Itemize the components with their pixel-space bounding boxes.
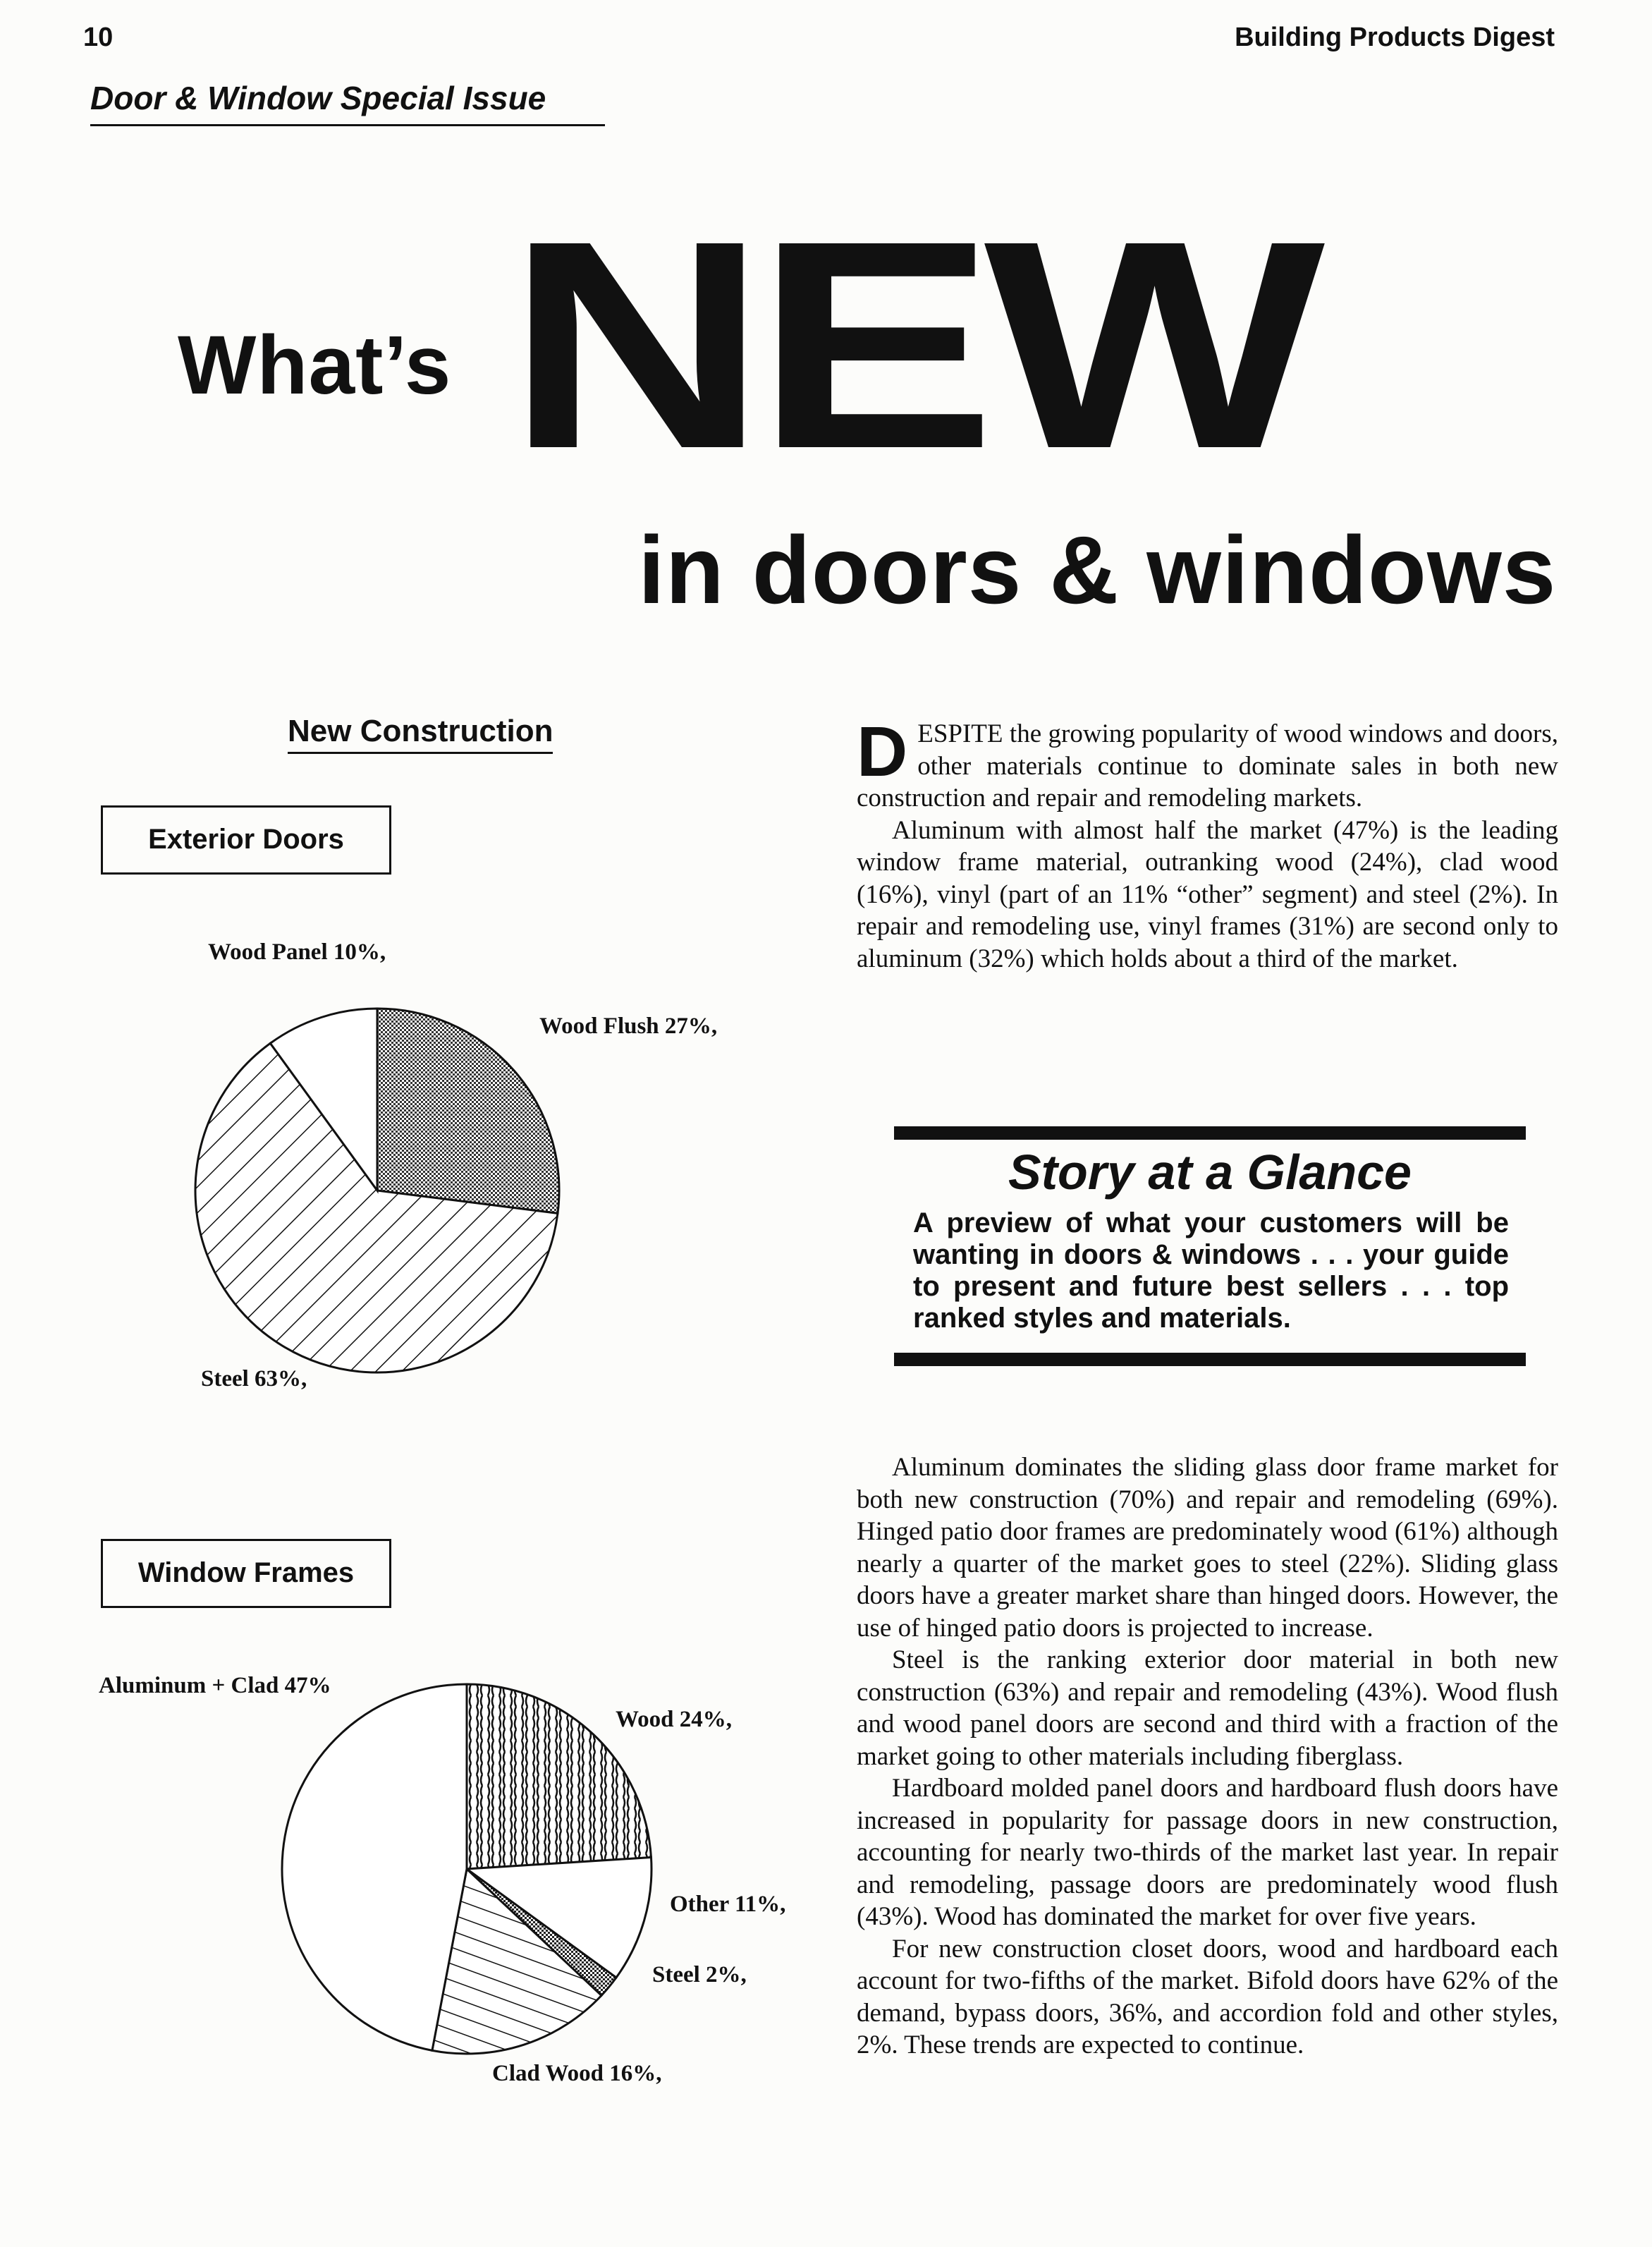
title-whats: What’s [178,319,452,412]
pie-label-steel: Steel 63%, [201,1366,307,1392]
pie-label-other: Other 11%, [670,1892,786,1917]
article-paragraph-3: Aluminum dominates the sliding glass door frame market for both new construction (70%) and repair and remodeling (69%). Hinged patio door frames are predominately wood (61%) although nearly a quarter of the market goes to steel (22%). Sliding glass doors have a greater market share than hinged doors. However, the use of hinged patio doors is projected to increase. [857,1453,1558,1643]
title-in-doors-windows: in doors & windows [638,516,1557,623]
exterior-doors-label: Exterior Doors [101,805,391,875]
glance-top-rule [894,1126,1526,1140]
article-intro [857,712,1558,975]
section-rule [90,124,605,126]
story-at-a-glance-title: Story at a Glance [1008,1145,1412,1200]
exterior-doors-pie-chart [0,917,811,1425]
title-new: NEW [506,180,1314,511]
pie-slice-wood-flush [377,1009,559,1213]
pie-label-wood-flush: Wood Flush 27%, [539,1013,718,1039]
pie-label-steel: Steel 2%, [652,1962,747,1987]
pie-label-wood: Wood 24%, [616,1707,733,1732]
article-paragraph-6: For new construction closet doors, wood and hardboard each account for two-fifths of the market. Bifold doors have 62% of the demand, bypass doors, 36%, and accordion fold and other styles, 2%. These trends are expected to continue. [857,1934,1558,2059]
article-paragraph-1: ESPITE the growing popularity of wood windows and doors, other materials continue to dominate sales in both new construction and repair and remodeling markets. [857,719,1558,812]
window-frames-label: Window Frames [101,1539,391,1608]
window-frames-pie-chart [0,1650,811,2102]
pie-label-aluminum-clad: Aluminum + Clad 47% [99,1673,331,1698]
page-number: 10 [83,23,114,52]
publication-title: Building Products Digest [1235,23,1555,52]
pie-slice-aluminum-clad [282,1684,467,2050]
article-body [857,1451,1558,2062]
article-paragraph-4: Steel is the ranking exterior door material in both new construction (63%) and repair and remodeling (43%). Wood flush and wood panel doors are second and third with a fraction of the market going to other materials including fiberglass. [857,1645,1558,1771]
drop-cap: D [857,712,908,791]
article-paragraph-5: Hardboard molded panel doors and hardboard flush doors have increased in popularity for passage doors in new construction, accounting for nearly two-thirds of the market last year. In repair and remodeling, passage doors are predominately wood flush (43%). Wood has dominated the market for over five years. [857,1774,1558,1931]
story-at-a-glance-body: A preview of what your customers will be wanting in doors & windows . . . your guide to present and future best sellers . . . top ranked styles and materials. [913,1207,1509,1334]
article-paragraph-2: Aluminum with almost half the market (47%) is the leading window frame material, outranking wood (24%), clad wood (16%), vinyl (part of an 11% “other” segment) and steel (2%). In repair and remodeling use, vinyl frames (31%) are second only to aluminum (32%) which holds about a third of the market. [857,815,1558,973]
new-construction-heading: New Construction [288,714,553,754]
section-label: Door & Window Special Issue [90,80,546,116]
pie-label-wood-panel: Wood Panel 10%, [208,939,386,965]
pie-label-clad-wood: Clad Wood 16%, [492,2061,662,2086]
glance-bottom-rule [894,1353,1526,1366]
